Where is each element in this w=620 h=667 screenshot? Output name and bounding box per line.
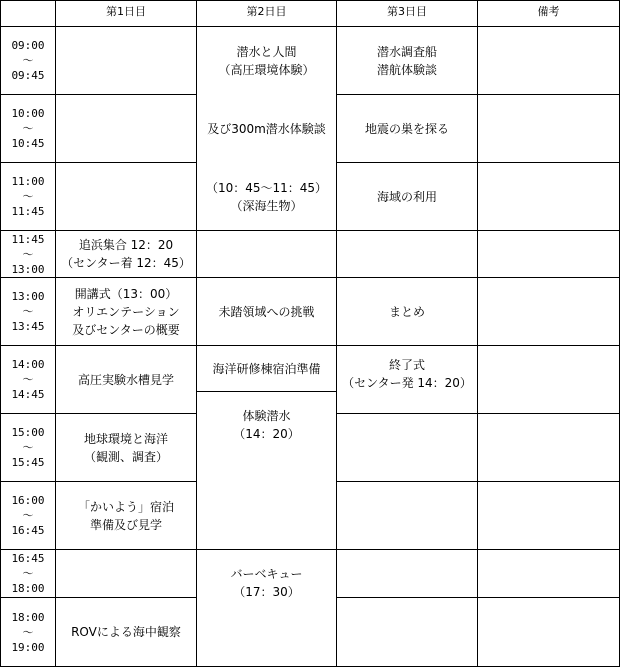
event-line: 海域の利用 <box>376 189 437 204</box>
event-line: 地震の巣を探る <box>364 121 449 136</box>
day3-summary <box>337 278 477 345</box>
event-line: 体験潜水 <box>242 409 291 423</box>
event-line: （深海生物） <box>230 198 303 213</box>
event-line: 追浜集合 12：20 <box>78 238 174 252</box>
day1-opening <box>56 278 196 345</box>
day1-kaiyo <box>56 482 196 549</box>
time-separator: ～ <box>22 190 34 203</box>
time-separator: ～ <box>22 247 34 261</box>
time-separator: ～ <box>22 509 34 522</box>
time-separator: ～ <box>22 567 34 580</box>
event-line: 及び300m潜水体験談 <box>207 121 326 136</box>
day2-challenge <box>197 278 336 345</box>
day2-trial-dive <box>197 392 336 458</box>
time-slot-10 <box>1 598 55 666</box>
event-line: 終了式 <box>388 358 425 372</box>
header-day1: 第1日目 <box>106 5 146 18</box>
event-line: 「かいよう」宿泊 <box>77 499 174 514</box>
row-line <box>336 413 620 414</box>
time-start: 16:00 <box>11 494 45 507</box>
time-end: 16:45 <box>11 524 45 537</box>
event-line: 海洋研修棟宿泊準備 <box>212 361 321 376</box>
header-day2: 第2日目 <box>246 5 287 18</box>
time-start: 10:00 <box>11 107 45 120</box>
time-end: 11:45 <box>11 205 45 218</box>
event-line: まとめ <box>388 304 425 319</box>
day2-dive-human <box>197 27 336 94</box>
time-start: 16:45 <box>11 552 45 565</box>
time-end: 15:45 <box>11 456 45 469</box>
event-line: 高圧実験水槽見学 <box>77 372 174 387</box>
time-start: 18:00 <box>11 610 45 624</box>
time-separator: ～ <box>22 305 34 318</box>
event-line: バーベキュー <box>230 567 303 581</box>
time-slot-9 <box>1 550 55 597</box>
day2-deepsea <box>197 163 336 230</box>
event-line: 潜航体験談 <box>376 62 437 77</box>
event-line: 及びセンターの概要 <box>72 322 180 337</box>
time-end: 10:45 <box>11 137 45 150</box>
event-line: （17：30） <box>233 585 300 599</box>
time-start: 09:00 <box>11 39 45 52</box>
time-end: 19:00 <box>11 640 45 654</box>
time-separator: ～ <box>22 122 34 135</box>
time-slot-5 <box>1 278 55 345</box>
day1-rov <box>56 598 196 666</box>
event-line: 潜水と人間 <box>236 44 297 59</box>
event-line: 未踏領域への挑戦 <box>218 304 315 319</box>
time-end: 13:45 <box>11 320 45 333</box>
event-line: （観測、調査） <box>83 449 168 464</box>
time-start: 15:00 <box>11 426 45 439</box>
event-line: 準備及び見学 <box>89 517 162 532</box>
day3-sea-use <box>337 163 477 230</box>
time-slot-2 <box>1 95 55 162</box>
day1-earth <box>56 414 196 481</box>
header-day3: 第3日目 <box>387 5 427 18</box>
time-end: 14:45 <box>11 388 45 401</box>
day1-tank <box>56 346 196 413</box>
event-line: （14：20） <box>233 427 300 441</box>
time-slot-8 <box>1 482 55 549</box>
row-line <box>336 597 620 598</box>
day3-survey-ship <box>337 27 477 94</box>
day2-dive300 <box>197 95 336 162</box>
time-start: 13:00 <box>11 290 45 303</box>
time-slot-4 <box>1 231 55 277</box>
time-separator: ～ <box>22 625 34 639</box>
time-separator: ～ <box>22 373 34 386</box>
time-end: 13:00 <box>11 262 45 276</box>
event-line: ROVによる海中観察 <box>71 625 181 639</box>
time-start: 14:00 <box>11 358 45 371</box>
row-line <box>336 481 620 482</box>
time-separator: ～ <box>22 441 34 454</box>
event-line: （高圧環境体験） <box>218 62 315 77</box>
day3-earthquake <box>337 95 477 162</box>
time-start: 11:45 <box>11 232 45 246</box>
time-slot-3 <box>1 163 55 230</box>
col-line <box>477 0 478 667</box>
event-line: （センター発 14：20） <box>342 376 472 390</box>
event-line: 地球環境と海洋 <box>83 431 168 446</box>
day1-arrival <box>56 231 196 277</box>
event-line: 開講式（13：00） <box>74 286 178 301</box>
time-separator: ～ <box>22 54 34 67</box>
day2-bbq <box>197 550 336 616</box>
time-slot-6 <box>1 346 55 413</box>
event-line: オリエンテーション <box>72 304 180 319</box>
header-notes: 備考 <box>537 5 560 18</box>
time-start: 11:00 <box>11 175 45 188</box>
event-line: （センター着 12：45） <box>61 256 191 270</box>
day3-closing <box>337 346 477 402</box>
event-line: （10：45～11：45） <box>205 180 328 195</box>
time-slot-7 <box>1 414 55 481</box>
time-end: 18:00 <box>11 582 45 595</box>
day2-lodging <box>197 346 336 391</box>
time-slot-1 <box>1 27 55 94</box>
time-end: 09:45 <box>11 69 45 82</box>
event-line: 潜水調査船 <box>376 44 437 59</box>
